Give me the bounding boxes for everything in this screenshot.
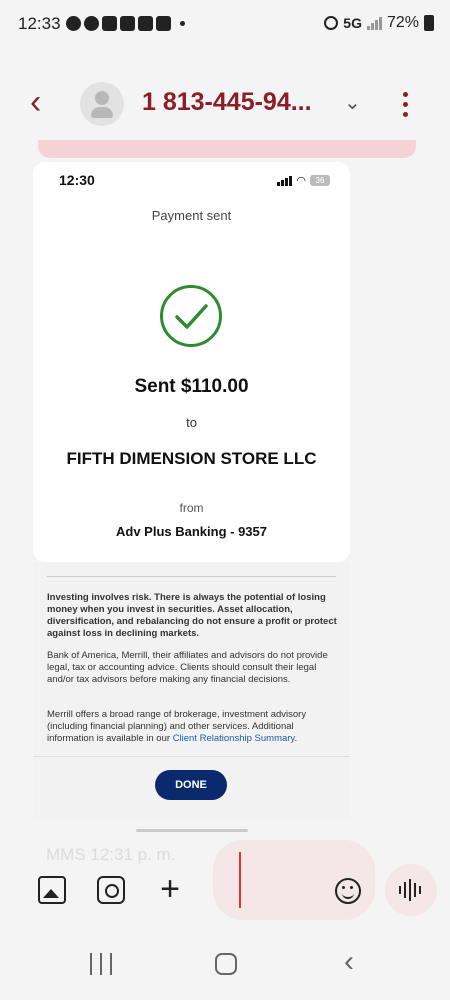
client-relationship-summary-link[interactable]: Client Relationship Summary <box>172 733 295 744</box>
app-notification-icon <box>138 16 153 31</box>
merrill-disclaimer <box>47 709 339 745</box>
text-cursor <box>239 852 241 908</box>
notification-icons <box>66 16 185 31</box>
more-options-icon[interactable] <box>403 92 408 122</box>
home-icon[interactable] <box>215 953 237 975</box>
receipt-time: 12:30 <box>59 172 95 188</box>
message-timestamp: MMS 12:31 p. m. <box>46 845 176 864</box>
receipt-status-bar <box>33 172 350 192</box>
merrill-disclaimer-suffix: . <box>294 733 298 744</box>
source-account: Adv Plus Banking - 9357 <box>116 524 267 539</box>
contact-title[interactable]: 1 813-445-94... <box>142 88 312 116</box>
more-notifications-icon <box>180 21 185 26</box>
chevron-down-icon[interactable]: ⌄ <box>344 92 361 114</box>
back-arrow-icon[interactable]: ‹ <box>30 83 42 121</box>
from-label: from <box>179 501 204 515</box>
message-input[interactable] <box>213 840 375 920</box>
chat-icon <box>102 16 117 31</box>
conversation-header <box>0 76 450 132</box>
voice-wave-icon[interactable] <box>385 864 437 916</box>
investing-disclaimer: Investing involves risk. There is always the potential of losing money when you invest in securities. Asset allocation, diversification, and rebalancing do not ensure a profit or protect against loss in declining markets. <box>47 592 337 639</box>
payment-heading: Payment sent <box>151 208 232 223</box>
status-right <box>324 14 434 32</box>
plus-icon[interactable]: + <box>160 870 180 908</box>
messenger-icon <box>66 16 81 31</box>
nav-back-icon[interactable]: ‹ <box>344 945 354 978</box>
receipt-disclaimer <box>33 562 350 820</box>
message-composer <box>0 840 450 930</box>
done-button[interactable]: DONE <box>155 770 227 800</box>
merrill-disclaimer-text: Merrill offers a broad range of brokerage, investment advisory (including financial planning) and other services. Additional information is available in our <box>47 709 307 744</box>
receipt-status-icons <box>277 174 330 187</box>
sent-amount: Sent $110.00 <box>134 376 249 397</box>
network-type: 5G <box>343 15 362 31</box>
messenger-icon <box>84 16 99 31</box>
advice-disclaimer: Bank of America, Merrill, their affiliates and advisors do not provide legal, tax or accounting advice. Clients should consult their legal and/or tax advisors before making any financial decisions. <box>47 650 328 685</box>
recipient-name: FIFTH DIMENSION STORE LLC <box>66 449 317 468</box>
gallery-icon[interactable] <box>38 876 66 904</box>
emoji-icon[interactable] <box>335 878 361 904</box>
status-time: 12:33 <box>18 14 61 33</box>
system-navigation-bar <box>0 945 450 985</box>
battery-percent: 72% <box>386 14 419 31</box>
receipt-battery: 36 <box>310 175 330 186</box>
success-check-icon <box>159 284 223 348</box>
status-bar <box>0 0 450 50</box>
divider <box>47 576 336 577</box>
signal-icon <box>367 16 382 30</box>
battery-icon <box>424 15 434 31</box>
app-notification-icon <box>156 16 171 31</box>
recents-icon[interactable] <box>90 953 112 975</box>
previous-message-bubble <box>38 140 416 158</box>
wifi-icon: ◠ <box>296 175 306 187</box>
alarm-icon <box>324 16 338 30</box>
person-avatar-icon[interactable] <box>80 82 124 126</box>
app-notification-icon <box>120 16 135 31</box>
receipt-home-indicator <box>136 829 248 832</box>
payment-receipt-image[interactable] <box>33 162 350 562</box>
to-label: to <box>186 415 197 430</box>
signal-icon <box>277 176 292 186</box>
camera-icon[interactable] <box>97 876 125 904</box>
divider <box>33 756 350 757</box>
